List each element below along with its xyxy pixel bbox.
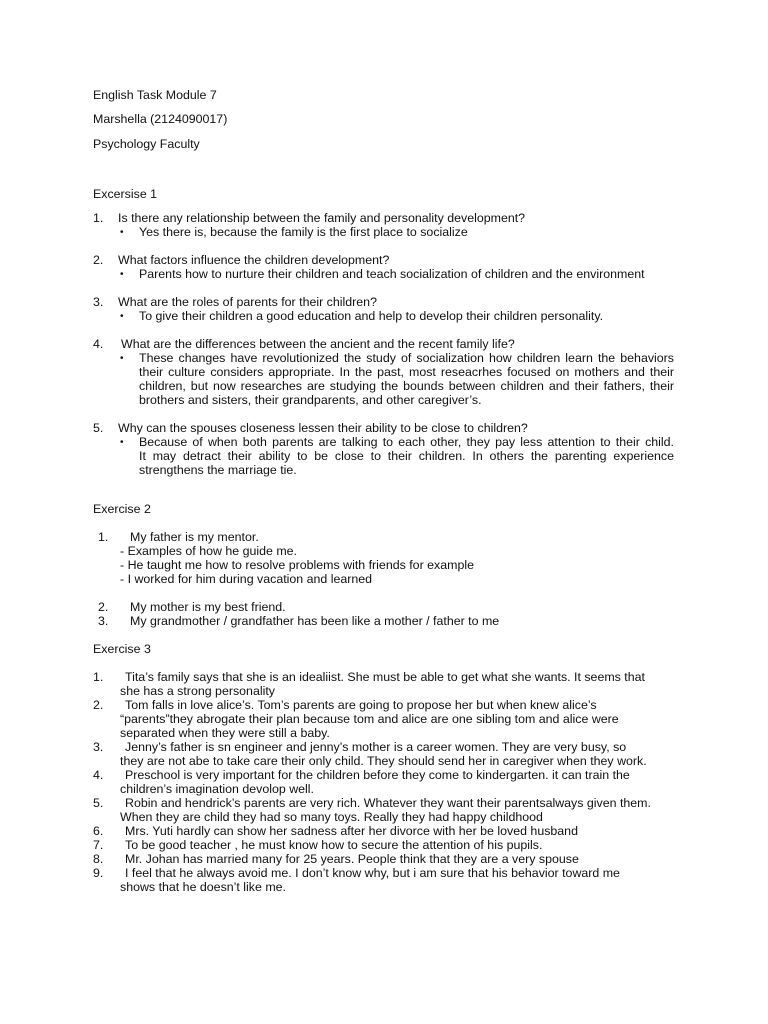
list-number: 5.: [93, 796, 104, 810]
question-number: 3.: [93, 295, 104, 309]
question-text: Why can the spouses closeness lessen their ability to be close to children?: [118, 421, 528, 435]
faculty-line: Psychology Faculty: [93, 137, 200, 151]
list-item-text: I feel that he always avoid me. I don’t know why, but i am sure that his behavior toward me: [125, 866, 620, 880]
list-number: 1.: [93, 670, 104, 684]
list-number: 8.: [93, 852, 104, 866]
question-text: Is there any relationship between the family and personality development?: [118, 211, 526, 225]
exercise1-heading: Excersise 1: [93, 187, 158, 201]
list-item-text: Jenny’s father is sn engineer and jenny’s mother is a career women. They are very busy, so: [125, 740, 627, 754]
list-item-text: Preschool is very important for the children before they come to kindergarten. it can train the: [125, 768, 630, 782]
question-number: 1.: [93, 211, 104, 225]
answer-text: Because of when both parents are talking to each other, they pay less attention to their child.: [139, 435, 674, 449]
exercise2-heading: Exercise 2: [93, 502, 151, 516]
answer-text: children, but now researches are studying the bounds between children and their fathers, their: [139, 379, 674, 393]
question-text: What factors influence the children development?: [118, 253, 390, 267]
list-item-text: shows that he doesn’t like me.: [120, 880, 286, 894]
exercise3-heading: Exercise 3: [93, 642, 151, 656]
list-item-text: To be good teacher , he must know how to secure the attention of his pupils.: [125, 838, 543, 852]
list-number: 2.: [93, 698, 104, 712]
list-item-text: My mother is my best friend.: [130, 600, 286, 614]
list-number: 9.: [93, 866, 104, 880]
answer-text: their culture considers appropriate. In the past, most reseacrhes focused on mothers and their: [139, 365, 674, 379]
list-item-text: separated when they were still a baby.: [120, 726, 330, 740]
document-title: English Task Module 7: [93, 88, 217, 102]
list-item-text: Mrs. Yuti hardly can show her sadness after her divorce with her be loved husband: [125, 824, 578, 838]
bullet-icon: •: [120, 269, 124, 280]
sub-item-text: - He taught me how to resolve problems with friends for example: [120, 558, 474, 572]
question-number: 5.: [93, 421, 104, 435]
list-item-text: My grandmother / grandfather has been like a mother / father to me: [130, 614, 500, 628]
list-number: 1.: [98, 530, 109, 544]
bullet-icon: •: [120, 227, 124, 238]
list-number: 6.: [93, 824, 104, 838]
list-item-text: Robin and hendrick’s parents are very rich. Whatever they want their parentsalways given them.: [125, 796, 651, 810]
answer-text: Parents how to nurture their children and teach socialization of children and the environment: [139, 267, 645, 281]
list-number: 2.: [98, 600, 109, 614]
list-number: 3.: [93, 740, 104, 754]
list-item-text: they are not abe to take care their only child. They should send her in caregiver when they work.: [120, 754, 647, 768]
answer-text: strengthens the marriage tie.: [139, 463, 297, 477]
list-item-text: My father is my mentor.: [130, 530, 259, 544]
sub-item-text: - Examples of how he guide me.: [120, 544, 298, 558]
list-item-text: Tom falls in love alice’s. Tom’s parents are going to propose her but when knew alice’s: [125, 698, 597, 712]
answer-text: Yes there is, because the family is the first place to socialize: [139, 225, 468, 239]
list-item-text: When they are child they had so many toys. Really they had happy childhood: [120, 810, 543, 824]
answer-text: To give their children a good education and help to develop their children personality.: [139, 309, 604, 323]
list-number: 3.: [98, 614, 109, 628]
question-number: 2.: [93, 253, 104, 267]
question-text: What are the differences between the ancient and the recent family life?: [121, 337, 515, 351]
list-item-text: she has a strong personality: [120, 684, 275, 698]
list-item-text: Tita’s family says that she is an idealiist. She must be able to get what she wants. It seems that: [125, 670, 645, 684]
question-text: What are the roles of parents for their children?: [118, 295, 377, 309]
question-number: 4.: [93, 337, 104, 351]
answer-text: These changes have revolutionized the study of socialization how children learn the behaviors: [139, 351, 674, 365]
answer-text: brothers and sisters, their grandparents, and other caregiver’s.: [139, 393, 482, 407]
sub-item-text: - I worked for him during vacation and learned: [120, 572, 373, 586]
list-item-text: Mr. Johan has married many for 25 years. People think that they are a very spouse: [125, 852, 579, 866]
bullet-icon: •: [120, 353, 124, 364]
answer-text: It may detract their ability to be close to their children. In others the parenting experience: [139, 449, 674, 463]
list-item-text: children’s imagination devolop well.: [120, 782, 315, 796]
list-number: 7.: [93, 838, 104, 852]
bullet-icon: •: [120, 311, 124, 322]
bullet-icon: •: [120, 437, 124, 448]
list-number: 4.: [93, 768, 104, 782]
author-line: Marshella (2124090017): [93, 112, 228, 126]
list-item-text: “parents”they abrogate their plan because tom and alice are one sibling tom and alice were: [120, 712, 619, 726]
